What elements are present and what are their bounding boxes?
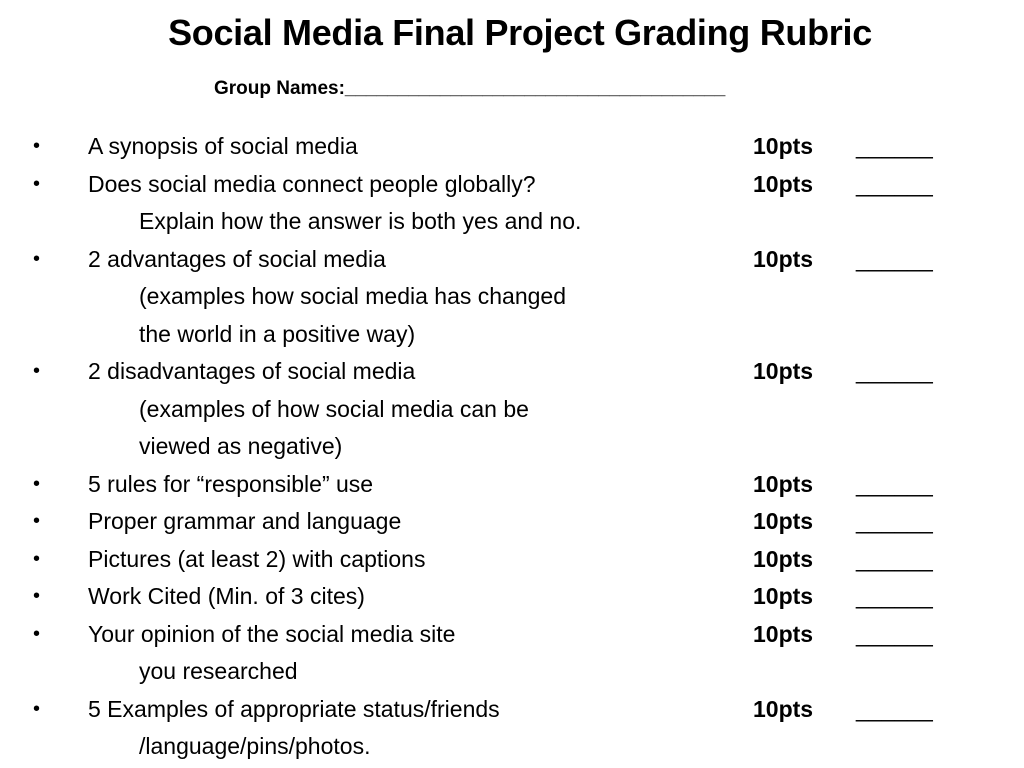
rubric-item (0, 466, 1024, 504)
bullet-icon: • (33, 472, 41, 495)
rubric-item-label: A synopsis of social media (88, 133, 358, 159)
rubric-item-main-line (0, 166, 1024, 204)
rubric-item-score-blank: ______ (856, 358, 933, 384)
rubric-item-label: 2 advantages of social media (88, 245, 386, 272)
bullet-icon: • (33, 510, 41, 532)
rubric-list (0, 128, 1024, 766)
rubric-item-points: 10pts (753, 170, 814, 197)
rubric-item-main-line (0, 578, 1024, 616)
rubric-item-main-line (0, 353, 1024, 391)
rubric-item-points: 10pts (753, 508, 814, 534)
rubric-item-main-line (0, 503, 1024, 541)
rubric-item-main-line (0, 616, 1024, 654)
rubric-item-main-line (0, 691, 1024, 729)
rubric-item-sub-line (0, 428, 1024, 466)
bullet-icon: • (33, 622, 41, 645)
rubric-item-description: Explain how the answer is both yes and no. (139, 208, 582, 234)
bullet-icon: • (33, 360, 41, 382)
rubric-item-sub-line (0, 391, 1024, 429)
bullet-icon: • (33, 585, 41, 607)
rubric-item (0, 353, 1024, 466)
rubric-item-points: 10pts (753, 695, 814, 722)
rubric-item-description: (examples how social media has changed (139, 283, 567, 309)
rubric-item-label: Work Cited (Min. of 3 cites) (88, 583, 365, 609)
rubric-item-score-blank: ______ (856, 245, 933, 272)
rubric-item (0, 616, 1024, 691)
bullet-icon: • (33, 135, 41, 157)
rubric-item (0, 691, 1024, 766)
rubric-item-sub-line (0, 316, 1024, 354)
rubric-item-sub-line (0, 278, 1024, 316)
rubric-item-description: /language/pins/photos. (139, 733, 371, 759)
rubric-item-main-line (0, 466, 1024, 504)
rubric-item-score-blank: ______ (856, 170, 933, 197)
rubric-item (0, 503, 1024, 541)
rubric-item-label: Does social media connect people globally? (88, 170, 536, 197)
rubric-item-score-blank: ______ (856, 545, 933, 572)
rubric-item-label: Your opinion of the social media site (88, 620, 456, 647)
rubric-item-points: 10pts (753, 358, 814, 384)
rubric-item-label: 5 Examples of appropriate status/friends (88, 695, 500, 722)
rubric-item-score-blank: ______ (856, 620, 933, 647)
rubric-item (0, 128, 1024, 166)
bullet-icon: • (33, 697, 41, 720)
rubric-item-points: 10pts (753, 133, 814, 159)
rubric-item-sub-line (0, 728, 1024, 766)
rubric-item-score-blank: ______ (856, 508, 933, 534)
rubric-item-points: 10pts (753, 545, 814, 572)
rubric-item-main-line (0, 128, 1024, 166)
page-title: Social Media Final Project Grading Rubric (168, 12, 872, 53)
rubric-item-sub-line (0, 653, 1024, 691)
bullet-icon: • (33, 547, 41, 570)
rubric-item-main-line (0, 241, 1024, 279)
bullet-icon: • (33, 247, 41, 270)
rubric-item-score-blank: ______ (856, 583, 933, 609)
rubric-item-label: 5 rules for “responsible” use (88, 470, 374, 497)
group-names-line: Group Names:____________________________________ (214, 78, 726, 99)
rubric-item-description: the world in a positive way) (139, 320, 416, 347)
rubric-item (0, 541, 1024, 579)
bullet-icon: • (33, 172, 41, 195)
rubric-item-score-blank: ______ (856, 133, 933, 159)
rubric-item-description: (examples of how social media can be (139, 395, 529, 422)
rubric-item-sub-line (0, 203, 1024, 241)
rubric-item-label: 2 disadvantages of social media (88, 358, 416, 384)
rubric-item (0, 241, 1024, 354)
rubric-item-points: 10pts (753, 245, 814, 272)
rubric-item-points: 10pts (753, 620, 814, 647)
rubric-item (0, 578, 1024, 616)
rubric-item-points: 10pts (753, 470, 814, 497)
rubric-item-label: Pictures (at least 2) with captions (88, 545, 426, 572)
rubric-item-score-blank: ______ (856, 695, 933, 722)
rubric-item-main-line (0, 541, 1024, 579)
rubric-item-label: Proper grammar and language (88, 508, 402, 534)
rubric-item-description: you researched (139, 658, 298, 684)
rubric-item (0, 166, 1024, 241)
rubric-item-points: 10pts (753, 583, 814, 609)
rubric-item-score-blank: ______ (856, 470, 933, 497)
rubric-item-description: viewed as negative) (139, 433, 343, 459)
